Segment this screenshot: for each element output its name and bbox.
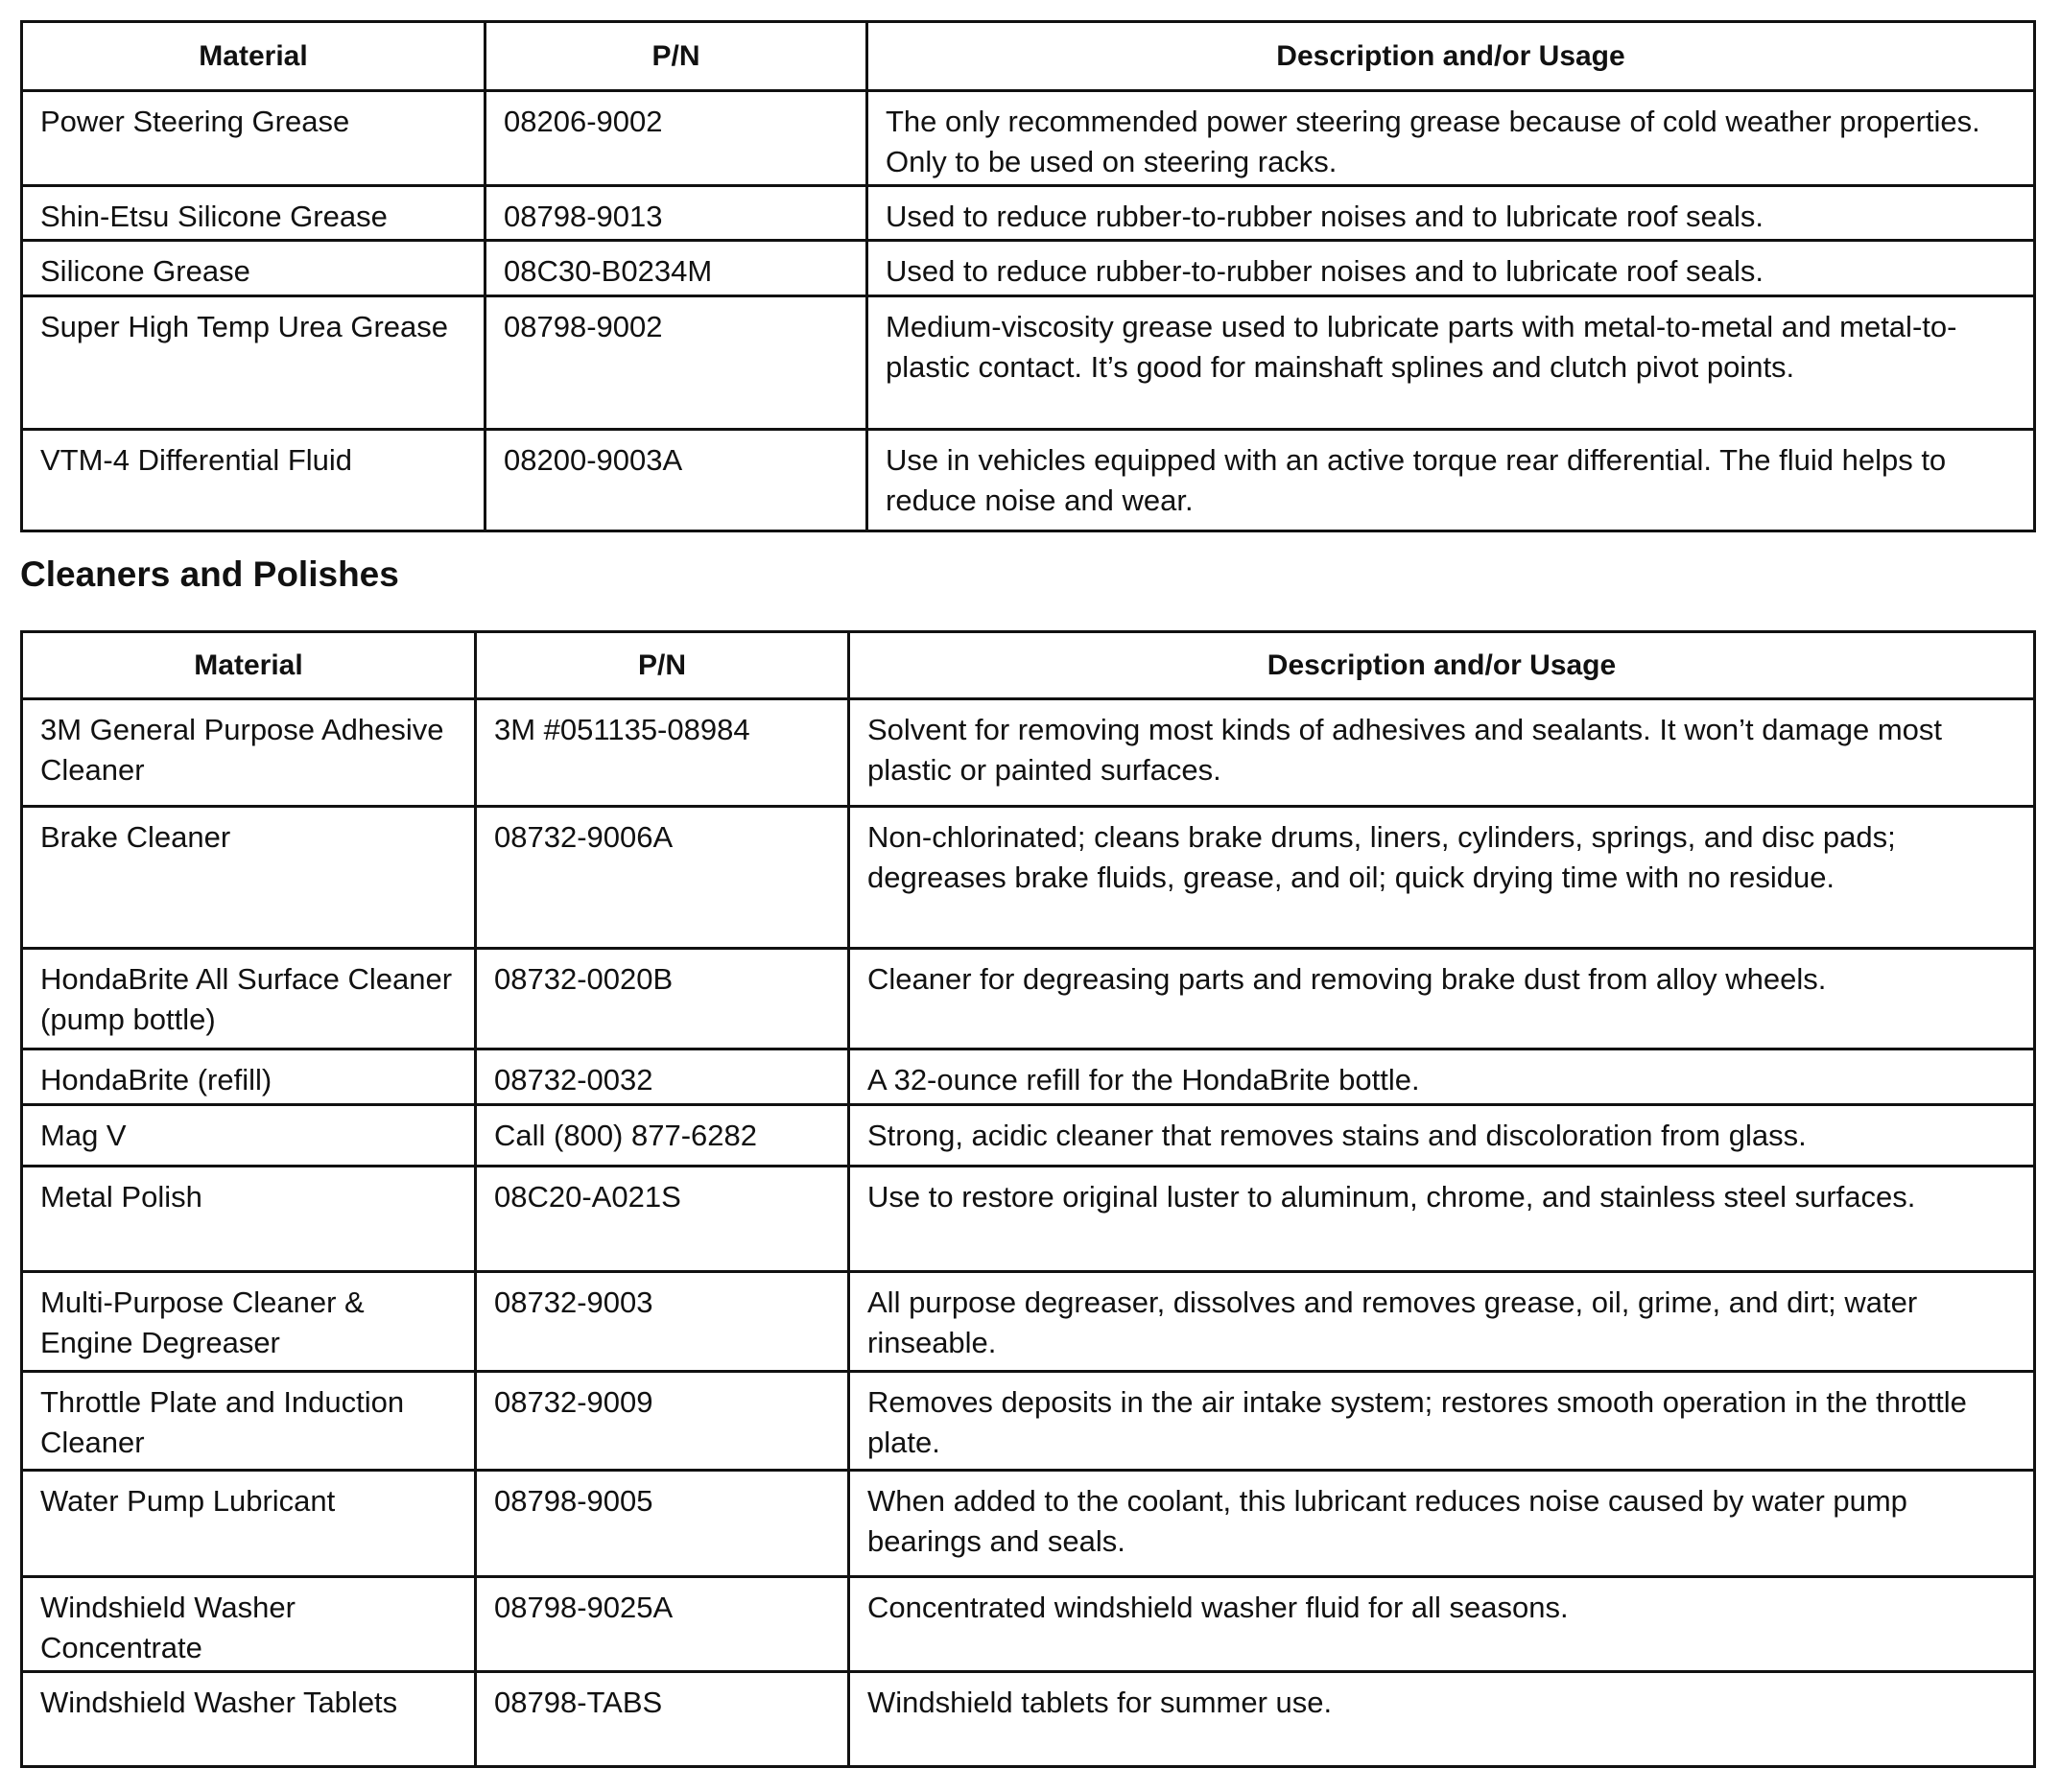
cell-description: A 32-ounce refill for the HondaBrite bottle. bbox=[849, 1049, 2035, 1105]
cell-description: When added to the coolant, this lubricant reduces noise caused by water pump bearings and seals. bbox=[849, 1471, 2035, 1577]
cell-description: Removes deposits in the air intake system; restores smooth operation in the throttle plate. bbox=[849, 1372, 2035, 1471]
header-pn: P/N bbox=[476, 632, 849, 699]
cell-pn: 08798-9025A bbox=[476, 1577, 849, 1672]
cell-material: Power Steering Grease bbox=[22, 91, 485, 186]
cell-material: Multi-Purpose Cleaner & Engine Degreaser bbox=[22, 1272, 476, 1372]
table-row bbox=[22, 807, 2035, 949]
cell-description: Non-chlorinated; cleans brake drums, liners, cylinders, springs, and disc pads; degreases brake fluids, grease, and oil; quick drying time with no residue. bbox=[849, 807, 2035, 949]
cell-pn: 08206-9002 bbox=[485, 91, 867, 186]
cell-description: Medium-viscosity grease used to lubricate parts with metal-to-metal and metal-to-plastic contact. It’s good for mainshaft splines and clutch pivot points. bbox=[867, 296, 2035, 430]
cell-description: Solvent for removing most kinds of adhesives and sealants. It won’t damage most plastic or painted surfaces. bbox=[849, 699, 2035, 807]
cell-pn: 08798-9002 bbox=[485, 296, 867, 430]
table-row bbox=[22, 1167, 2035, 1272]
cell-pn: 08732-9009 bbox=[476, 1372, 849, 1471]
cell-material: Shin-Etsu Silicone Grease bbox=[22, 186, 485, 241]
header-description: Description and/or Usage bbox=[849, 632, 2035, 699]
cell-pn: 08200-9003A bbox=[485, 430, 867, 531]
cell-description: Use in vehicles equipped with an active torque rear differential. The fluid helps to reduce noise and wear. bbox=[867, 430, 2035, 531]
table-row bbox=[22, 1577, 2035, 1672]
table-row bbox=[22, 1272, 2035, 1372]
cleaners-table bbox=[20, 630, 2036, 1768]
section-title: Cleaners and Polishes bbox=[20, 554, 399, 594]
cell-material: Mag V bbox=[22, 1105, 476, 1167]
header-material: Material bbox=[22, 632, 476, 699]
header-description: Description and/or Usage bbox=[867, 22, 2035, 91]
cell-description: Strong, acidic cleaner that removes stains and discoloration from glass. bbox=[849, 1105, 2035, 1167]
table-row bbox=[22, 1372, 2035, 1471]
cell-material: VTM-4 Differential Fluid bbox=[22, 430, 485, 531]
cell-pn: 3M #051135-08984 bbox=[476, 699, 849, 807]
table-row bbox=[22, 949, 2035, 1049]
cell-material: Windshield Washer Concentrate bbox=[22, 1577, 476, 1672]
header-material: Material bbox=[22, 22, 485, 91]
cell-material: Windshield Washer Tablets bbox=[22, 1672, 476, 1767]
cell-pn: 08C20-A021S bbox=[476, 1167, 849, 1272]
cell-description: Windshield tablets for summer use. bbox=[849, 1672, 2035, 1767]
table-row bbox=[22, 241, 2035, 296]
table-row bbox=[22, 1105, 2035, 1167]
cell-material: Metal Polish bbox=[22, 1167, 476, 1272]
cell-pn: 08798-9005 bbox=[476, 1471, 849, 1577]
cell-pn: 08798-TABS bbox=[476, 1672, 849, 1767]
cell-material: HondaBrite All Surface Cleaner (pump bottle) bbox=[22, 949, 476, 1049]
lubricants-table bbox=[20, 20, 2036, 532]
table-row bbox=[22, 296, 2035, 430]
cell-description: Used to reduce rubber-to-rubber noises and to lubricate roof seals. bbox=[867, 186, 2035, 241]
cell-pn: 08732-9003 bbox=[476, 1272, 849, 1372]
header-pn: P/N bbox=[485, 22, 867, 91]
table-row bbox=[22, 1471, 2035, 1577]
cell-description: Concentrated windshield washer fluid for all seasons. bbox=[849, 1577, 2035, 1672]
table-row bbox=[22, 699, 2035, 807]
cell-material: 3M General Purpose Adhesive Cleaner bbox=[22, 699, 476, 807]
cell-pn: 08732-0032 bbox=[476, 1049, 849, 1105]
cell-material: Throttle Plate and Induction Cleaner bbox=[22, 1372, 476, 1471]
cell-pn: 08732-9006A bbox=[476, 807, 849, 949]
cell-description: Cleaner for degreasing parts and removing brake dust from alloy wheels. bbox=[849, 949, 2035, 1049]
table-row bbox=[22, 1049, 2035, 1105]
table-row bbox=[22, 91, 2035, 186]
cell-material: Brake Cleaner bbox=[22, 807, 476, 949]
cell-pn: 08C30-B0234M bbox=[485, 241, 867, 296]
cell-material: Water Pump Lubricant bbox=[22, 1471, 476, 1577]
table-row bbox=[22, 430, 2035, 531]
cell-pn: Call (800) 877-6282 bbox=[476, 1105, 849, 1167]
table-row bbox=[22, 1672, 2035, 1767]
cell-material: Silicone Grease bbox=[22, 241, 485, 296]
table-row bbox=[22, 186, 2035, 241]
cell-pn: 08798-9013 bbox=[485, 186, 867, 241]
cell-material: Super High Temp Urea Grease bbox=[22, 296, 485, 430]
cell-pn: 08732-0020B bbox=[476, 949, 849, 1049]
cell-description: Use to restore original luster to aluminum, chrome, and stainless steel surfaces. bbox=[849, 1167, 2035, 1272]
cell-description: The only recommended power steering grease because of cold weather properties. Only to be used on steering racks. bbox=[867, 91, 2035, 186]
cell-material: HondaBrite (refill) bbox=[22, 1049, 476, 1105]
cell-description: Used to reduce rubber-to-rubber noises and to lubricate roof seals. bbox=[867, 241, 2035, 296]
cell-description: All purpose degreaser, dissolves and removes grease, oil, grime, and dirt; water rinseable. bbox=[849, 1272, 2035, 1372]
